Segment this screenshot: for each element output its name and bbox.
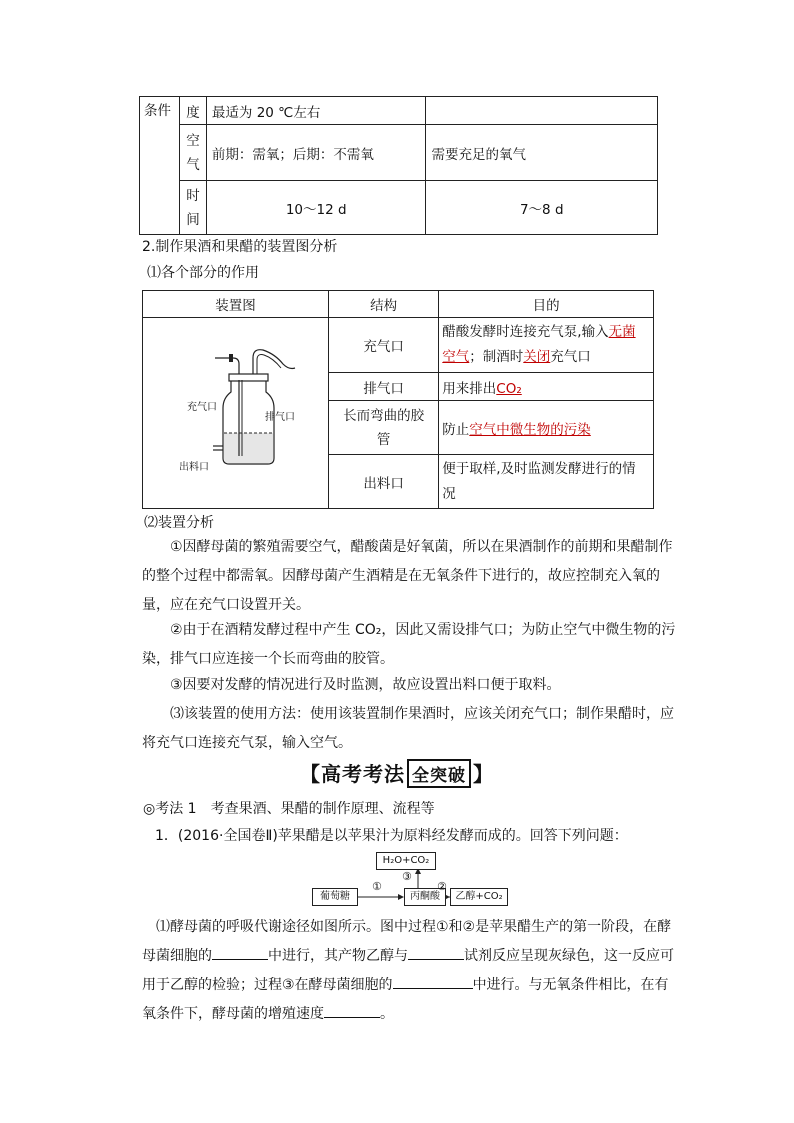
section-banner [0, 758, 794, 788]
purpose-tube-text: 防止 [442, 421, 470, 438]
temp-wine-value: 最适为 20 ℃左右 [211, 104, 321, 121]
metabolic-diagram [300, 850, 510, 910]
banner-right: 全突破 [407, 759, 471, 788]
purpose-inlet-text1: 醋酸发酵时连接充气泵,输入 [442, 324, 609, 340]
structure-tube-line2: 管 [376, 431, 391, 448]
time-sub-cell [179, 181, 206, 235]
purpose-inlet [439, 318, 654, 373]
step2-marker: ② [437, 880, 447, 893]
structure-discharge [329, 455, 439, 509]
time-vinegar-cell [426, 181, 658, 235]
blank-4[interactable] [324, 1003, 380, 1018]
question-1-part1 [142, 913, 682, 1029]
temp-sub-cell [179, 97, 206, 125]
box-anaerobic: 乙醇+CO₂ [450, 888, 508, 906]
air-sub-line1: 空 [186, 132, 200, 149]
time-vinegar-value: 7～8 d [519, 201, 564, 218]
time-wine-value: 10～12 d [285, 201, 347, 218]
header-purpose [439, 291, 654, 318]
condition-label-cell [140, 97, 180, 235]
purpose-inlet-text2: ；制酒时 [469, 349, 524, 365]
temp-sub-label: 度 [186, 104, 200, 121]
air-sub-cell [179, 125, 206, 181]
air-wine-value: 前期：需氧；后期：不需氧 [211, 146, 374, 163]
purpose-discharge-line2: 况 [442, 485, 456, 502]
header-purpose-label: 目的 [532, 298, 560, 314]
purpose-tube-red: 空气中微生物的污染 [469, 421, 591, 438]
air-sub-line2: 气 [186, 156, 200, 173]
header-structure [329, 291, 439, 318]
temp-wine-cell [206, 97, 426, 125]
purpose-tube [439, 401, 654, 455]
purpose-inlet-red1: 无菌 [608, 324, 636, 340]
structure-tube [329, 401, 439, 455]
q-part-b: 中进行，其产物乙醇与 [268, 948, 408, 964]
structure-tube-line1: 长而弯曲的胶 [343, 407, 425, 424]
purpose-inlet-text3: 充气口 [550, 349, 591, 365]
label-inlet: 充气口 [187, 402, 217, 413]
blank-3[interactable] [393, 974, 473, 989]
air-vinegar-value: 需要充足的氧气 [431, 146, 526, 163]
label-discharge: 出料口 [179, 462, 209, 473]
header-apparatus [143, 291, 329, 318]
purpose-outlet [439, 373, 654, 401]
air-wine-cell [206, 125, 426, 181]
time-sub-line1: 时 [186, 187, 200, 204]
condition-label: 条件 [144, 103, 171, 119]
q-part-d: 中进行。与无氧条件相比，在有氧条件下，酵母菌的增殖速度 [142, 977, 669, 1022]
banner-close: 】 [473, 762, 494, 786]
section2-subtitle: ⑴各个部分的作用 [147, 265, 259, 281]
structure-outlet-label: 排气口 [363, 380, 404, 397]
time-wine-cell [206, 181, 426, 235]
header-apparatus-label: 装置图 [215, 298, 256, 314]
conditions-table [139, 96, 658, 235]
label-outlet: 排气口 [265, 412, 295, 423]
apparatus-table [142, 290, 654, 509]
box-glucose: 葡萄糖 [312, 888, 358, 906]
exam-heading: ◎考法 1 考查果酒、果醋的制作原理、流程等 [143, 801, 435, 817]
fermentation-bottle-icon [143, 318, 328, 508]
analysis-p4: ⑶该装置的使用方法：使用该装置制作果酒时，应该关闭充气口；制作果醋时，应将充气口连接充气泵，输入空气。 [142, 706, 674, 751]
analysis-p1: ①因酵母菌的繁殖需要空气，醋酸菌是好氧菌，所以在果酒制作的前期和果醋制作的整个过程中都需氧。因酵母菌产生酒精是在无氧条件下进行的，故应控制充入氧的量，应在充气口设置开关。 [142, 539, 673, 613]
step3-marker: ③ [402, 870, 412, 883]
purpose-outlet-red: CO₂ [496, 380, 522, 397]
header-structure-label: 结构 [370, 298, 398, 314]
time-sub-line2: 间 [186, 211, 200, 228]
q-part-c: 试剂反应呈现灰绿色，这一反应可用于乙醇的检验；过程③在酵母菌细胞的 [142, 948, 674, 993]
air-vinegar-cell [426, 125, 658, 181]
question-1: 1．(2016·全国卷Ⅱ)苹果醋是以苹果汁为原料经发酵而成的。回答下列问题： [155, 828, 628, 844]
q-part-e: 。 [380, 1006, 394, 1022]
apparatus-figure-cell [143, 318, 329, 509]
purpose-discharge [439, 455, 654, 509]
purpose-inlet-red2: 空气 [442, 349, 470, 365]
box-pyruvate: 丙酮酸 [404, 888, 446, 906]
purpose-inlet-red3: 关闭 [523, 349, 551, 365]
structure-inlet [329, 318, 439, 373]
analysis-p2: ②由于在酒精发酵过程中产生 CO₂，因此又需设排气口；为防止空气中微生物的污染，排气口应连接一个长而弯曲的胶管。 [142, 622, 676, 667]
temp-vinegar-cell [426, 97, 658, 125]
box-aerobic: H₂O+CO₂ [376, 852, 436, 870]
analysis-p3: ③因要对发酵的情况进行及时监测，故应设置出料口便于取料。 [170, 677, 561, 693]
apparatus-figure [143, 318, 328, 508]
structure-inlet-label: 充气口 [363, 339, 404, 355]
blank-1[interactable] [212, 945, 268, 960]
purpose-outlet-text: 用来排出 [442, 380, 497, 397]
q-part-a: ⑴酵母菌的呼吸代谢途径如图所示。图中过程①和②是苹果醋生产的第一阶段，在酵母菌细胞的 [142, 919, 672, 964]
step1-marker: ① [372, 880, 382, 893]
analysis-title: ⑵装置分析 [144, 515, 214, 531]
blank-2[interactable] [408, 945, 464, 960]
section2-title: 2.制作果酒和果醋的装置图分析 [142, 239, 338, 255]
structure-outlet [329, 373, 439, 401]
banner-left: 【高考考法 [300, 762, 405, 786]
structure-discharge-label: 出料口 [363, 475, 404, 492]
purpose-discharge-line1: 便于取样,及时监测发酵进行的情 [442, 460, 636, 477]
